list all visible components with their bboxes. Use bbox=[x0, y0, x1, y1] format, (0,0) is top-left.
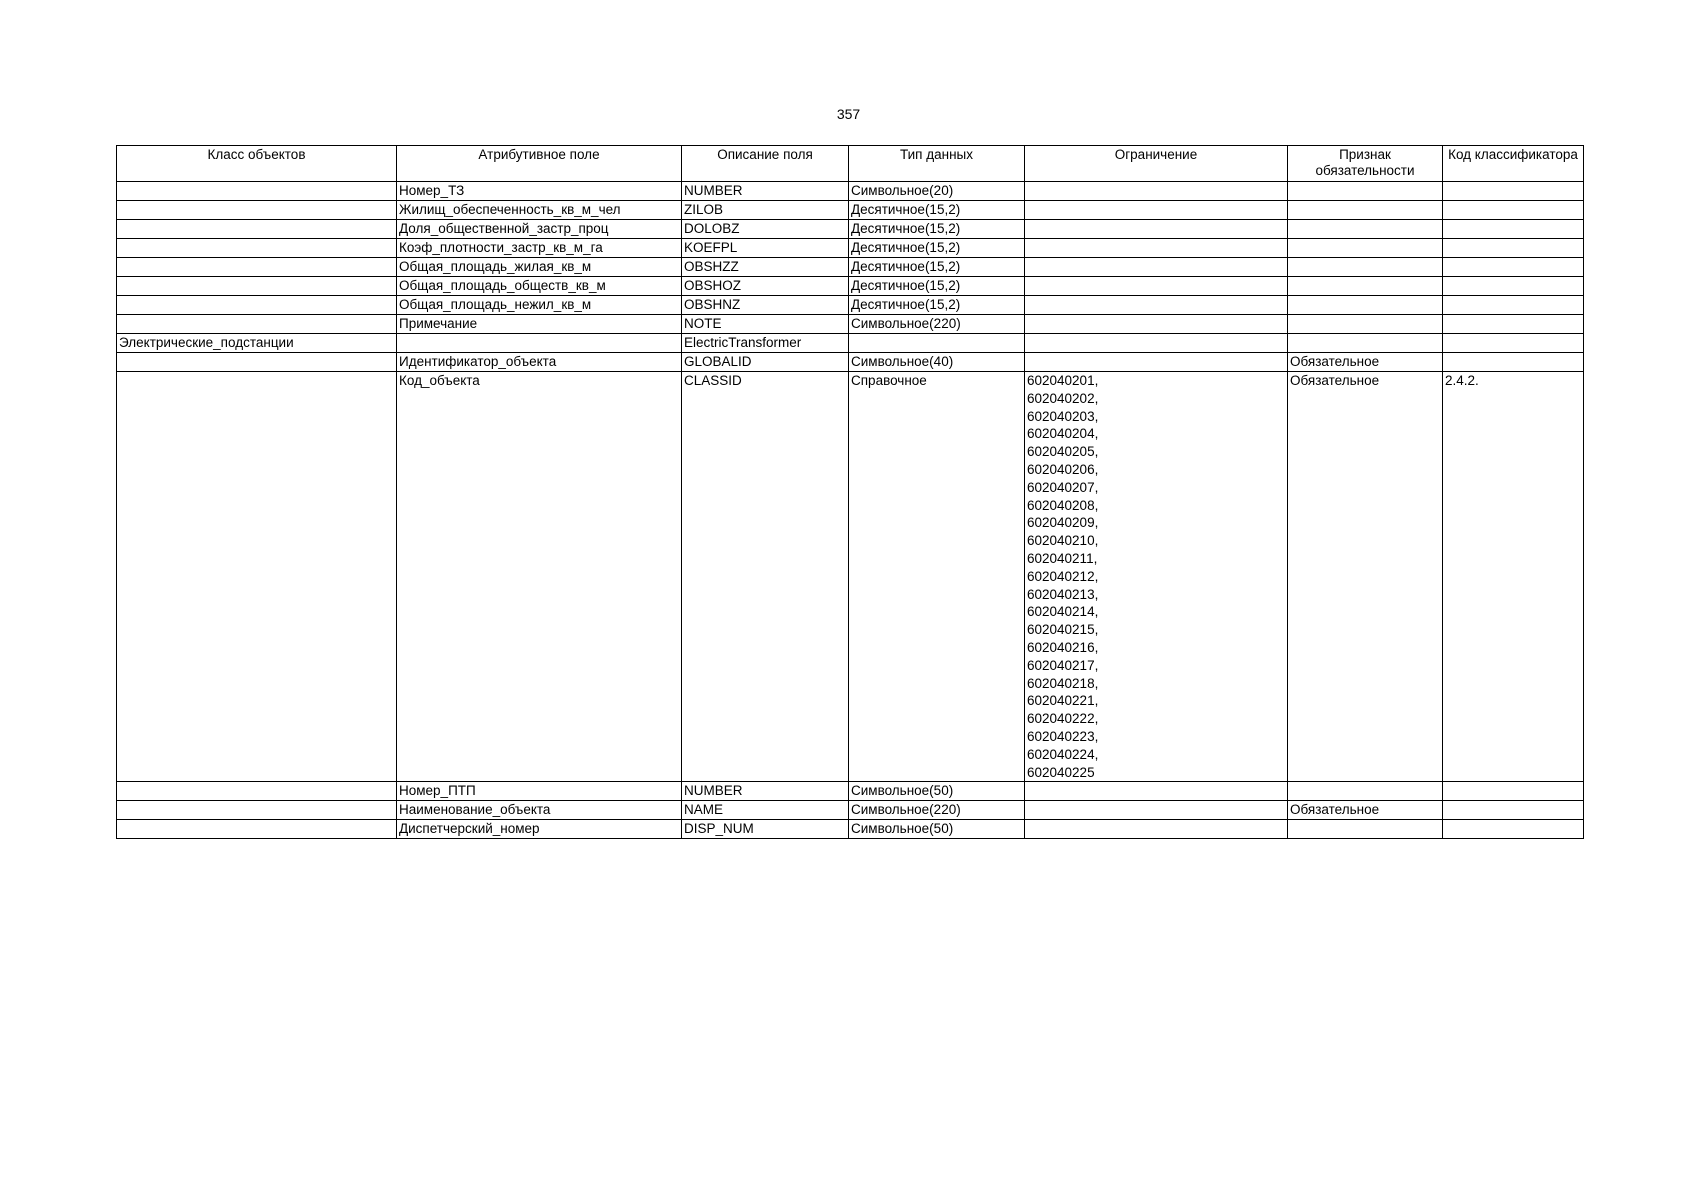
object-class-cell bbox=[117, 372, 397, 782]
required-flag-cell bbox=[1288, 782, 1443, 801]
restriction-value: 602040210, bbox=[1027, 533, 1099, 549]
classifier-code-cell bbox=[1443, 801, 1584, 820]
restriction-value: 602040223, bbox=[1027, 728, 1099, 744]
table-row bbox=[117, 239, 1584, 258]
field-description-cell: DOLOBZ bbox=[682, 220, 849, 239]
table-header bbox=[117, 146, 1584, 182]
object-class-cell: Электрические_подстанции bbox=[117, 334, 397, 353]
required-flag-cell bbox=[1288, 820, 1443, 839]
restriction-cell bbox=[1025, 315, 1288, 334]
table-body bbox=[117, 182, 1584, 839]
restriction-value: 602040224, bbox=[1027, 746, 1099, 762]
attribute-field-cell: Общая_площадь_нежил_кв_м bbox=[397, 296, 682, 315]
data-type-cell: Символьное(220) bbox=[849, 315, 1025, 334]
restriction-cell bbox=[1025, 782, 1288, 801]
required-flag-cell bbox=[1288, 296, 1443, 315]
restriction-cell bbox=[1025, 296, 1288, 315]
restriction-value: 602040211, bbox=[1027, 550, 1098, 566]
field-description-cell: NOTE bbox=[682, 315, 849, 334]
attribute-table bbox=[116, 145, 1584, 839]
object-class-cell bbox=[117, 220, 397, 239]
attribute-field-cell: Общая_площадь_жилая_кв_м bbox=[397, 258, 682, 277]
table-row bbox=[117, 334, 1584, 353]
restriction-cell bbox=[1025, 182, 1288, 201]
object-class-cell bbox=[117, 258, 397, 277]
restriction-value: 602040201, bbox=[1027, 373, 1099, 388]
table-row bbox=[117, 201, 1584, 220]
object-class-cell bbox=[117, 296, 397, 315]
data-type-cell: Символьное(20) bbox=[849, 182, 1025, 201]
restriction-cell bbox=[1025, 820, 1288, 839]
classifier-code-cell bbox=[1443, 334, 1584, 353]
restriction-value: 602040218, bbox=[1027, 675, 1099, 691]
header-object-class: Класс объектов bbox=[117, 146, 397, 182]
header-data-type: Тип данных bbox=[849, 146, 1025, 182]
required-flag-cell bbox=[1288, 334, 1443, 353]
data-type-cell: Символьное(50) bbox=[849, 782, 1025, 801]
data-type-cell: Десятичное(15,2) bbox=[849, 296, 1025, 315]
header-field-description: Описание поля bbox=[682, 146, 849, 182]
restriction-value: 602040215, bbox=[1027, 622, 1099, 638]
restriction-value: 602040204, bbox=[1027, 426, 1099, 442]
object-class-cell bbox=[117, 801, 397, 820]
required-flag-cell: Обязательное bbox=[1288, 353, 1443, 372]
field-description-cell: ElectricTransformer bbox=[682, 334, 849, 353]
field-description-cell: DISP_NUM bbox=[682, 820, 849, 839]
classifier-code-cell bbox=[1443, 239, 1584, 258]
restriction-value: 602040216, bbox=[1027, 639, 1099, 655]
object-class-cell bbox=[117, 782, 397, 801]
table-row bbox=[117, 820, 1584, 839]
data-type-cell: Символьное(50) bbox=[849, 820, 1025, 839]
attribute-field-cell: Коэф_плотности_застр_кв_м_га bbox=[397, 239, 682, 258]
object-class-cell bbox=[117, 353, 397, 372]
restriction-value: 602040202, bbox=[1027, 390, 1099, 406]
data-type-cell: Десятичное(15,2) bbox=[849, 239, 1025, 258]
table-row bbox=[117, 315, 1584, 334]
object-class-cell bbox=[117, 201, 397, 220]
attribute-field-cell: Номер_ТЗ bbox=[397, 182, 682, 201]
page-number: 357 bbox=[836, 106, 861, 122]
restriction-cell bbox=[1025, 258, 1288, 277]
classifier-code-cell bbox=[1443, 782, 1584, 801]
object-class-cell bbox=[117, 315, 397, 334]
restriction-value: 602040209, bbox=[1027, 515, 1099, 531]
data-type-cell bbox=[849, 334, 1025, 353]
field-description-cell: NUMBER bbox=[682, 182, 849, 201]
required-flag-cell bbox=[1288, 315, 1443, 334]
restriction-value: 602040213, bbox=[1027, 586, 1099, 602]
data-type-cell: Десятичное(15,2) bbox=[849, 258, 1025, 277]
attribute-field-cell: Жилищ_обеспеченность_кв_м_чел bbox=[397, 201, 682, 220]
header-required-flag: Признак обязательности bbox=[1288, 146, 1443, 182]
restriction-value: 602040205, bbox=[1027, 444, 1099, 460]
restriction-cell bbox=[1025, 201, 1288, 220]
data-type-cell: Десятичное(15,2) bbox=[849, 220, 1025, 239]
table-row bbox=[117, 782, 1584, 801]
restriction-value: 602040225 bbox=[1027, 764, 1095, 780]
header-row bbox=[117, 146, 1584, 182]
table-row bbox=[117, 220, 1584, 239]
data-type-cell: Символьное(220) bbox=[849, 801, 1025, 820]
field-description-cell: CLASSID bbox=[682, 372, 849, 782]
restriction-value: 602040206, bbox=[1027, 461, 1099, 477]
restriction-cell bbox=[1025, 277, 1288, 296]
table-row bbox=[117, 277, 1584, 296]
object-class-cell bbox=[117, 182, 397, 201]
field-description-cell: KOEFPL bbox=[682, 239, 849, 258]
classifier-code-cell: 2.4.2. bbox=[1443, 372, 1584, 782]
header-attribute-field: Атрибутивное поле bbox=[397, 146, 682, 182]
classifier-code-cell bbox=[1443, 277, 1584, 296]
table-row bbox=[117, 353, 1584, 372]
object-class-cell bbox=[117, 820, 397, 839]
required-flag-cell bbox=[1288, 201, 1443, 220]
classifier-code-cell bbox=[1443, 182, 1584, 201]
attribute-field-cell: Наименование_объекта bbox=[397, 801, 682, 820]
required-flag-cell bbox=[1288, 220, 1443, 239]
restriction-value: 602040203, bbox=[1027, 408, 1099, 424]
attribute-field-cell: Общая_площадь_обществ_кв_м bbox=[397, 277, 682, 296]
required-flag-cell bbox=[1288, 239, 1443, 258]
classifier-code-cell bbox=[1443, 296, 1584, 315]
restriction-cell bbox=[1025, 220, 1288, 239]
restriction-value: 602040207, bbox=[1027, 479, 1099, 495]
classifier-code-cell bbox=[1443, 820, 1584, 839]
attribute-field-cell: Идентификатор_объекта bbox=[397, 353, 682, 372]
data-type-cell: Десятичное(15,2) bbox=[849, 277, 1025, 296]
field-description-cell: NUMBER bbox=[682, 782, 849, 801]
field-description-cell: NAME bbox=[682, 801, 849, 820]
data-type-cell: Десятичное(15,2) bbox=[849, 201, 1025, 220]
restriction-cell bbox=[1025, 801, 1288, 820]
required-flag-cell: Обязательное bbox=[1288, 801, 1443, 820]
classifier-code-cell bbox=[1443, 353, 1584, 372]
restriction-value: 602040221, bbox=[1027, 693, 1099, 709]
object-class-cell bbox=[117, 277, 397, 296]
required-flag-cell bbox=[1288, 182, 1443, 201]
attribute-field-cell: Доля_общественной_застр_проц bbox=[397, 220, 682, 239]
classifier-code-cell bbox=[1443, 220, 1584, 239]
table-row bbox=[117, 258, 1584, 277]
restriction-cell bbox=[1025, 372, 1288, 782]
classifier-code-cell bbox=[1443, 315, 1584, 334]
required-flag-cell bbox=[1288, 277, 1443, 296]
field-description-cell: GLOBALID bbox=[682, 353, 849, 372]
data-type-cell: Символьное(40) bbox=[849, 353, 1025, 372]
attribute-field-cell: Код_объекта bbox=[397, 372, 682, 782]
restriction-value: 602040212, bbox=[1027, 568, 1099, 584]
attribute-field-cell: Диспетчерский_номер bbox=[397, 820, 682, 839]
required-flag-cell bbox=[1288, 258, 1443, 277]
field-description-cell: OBSHZZ bbox=[682, 258, 849, 277]
header-classifier-code: Код классификатора bbox=[1443, 146, 1584, 182]
restriction-value: 602040217, bbox=[1027, 657, 1099, 673]
field-description-cell: OBSHNZ bbox=[682, 296, 849, 315]
field-description-cell: ZILOB bbox=[682, 201, 849, 220]
table-row bbox=[117, 801, 1584, 820]
restriction-value: 602040208, bbox=[1027, 497, 1099, 513]
classifier-code-cell bbox=[1443, 258, 1584, 277]
restriction-value: 602040214, bbox=[1027, 604, 1099, 620]
restriction-cell bbox=[1025, 353, 1288, 372]
attribute-field-cell bbox=[397, 334, 682, 353]
attribute-field-cell: Номер_ПТП bbox=[397, 782, 682, 801]
header-restriction: Ограничение bbox=[1025, 146, 1288, 182]
required-flag-cell: Обязательное bbox=[1288, 372, 1443, 782]
table-row bbox=[117, 182, 1584, 201]
object-class-cell bbox=[117, 239, 397, 258]
data-type-cell: Справочное bbox=[849, 372, 1025, 782]
table-row bbox=[117, 296, 1584, 315]
field-description-cell: OBSHOZ bbox=[682, 277, 849, 296]
restriction-cell bbox=[1025, 239, 1288, 258]
restriction-cell bbox=[1025, 334, 1288, 353]
restriction-value: 602040222, bbox=[1027, 711, 1099, 727]
attribute-field-cell: Примечание bbox=[397, 315, 682, 334]
classifier-code-cell bbox=[1443, 201, 1584, 220]
table-row bbox=[117, 372, 1584, 782]
